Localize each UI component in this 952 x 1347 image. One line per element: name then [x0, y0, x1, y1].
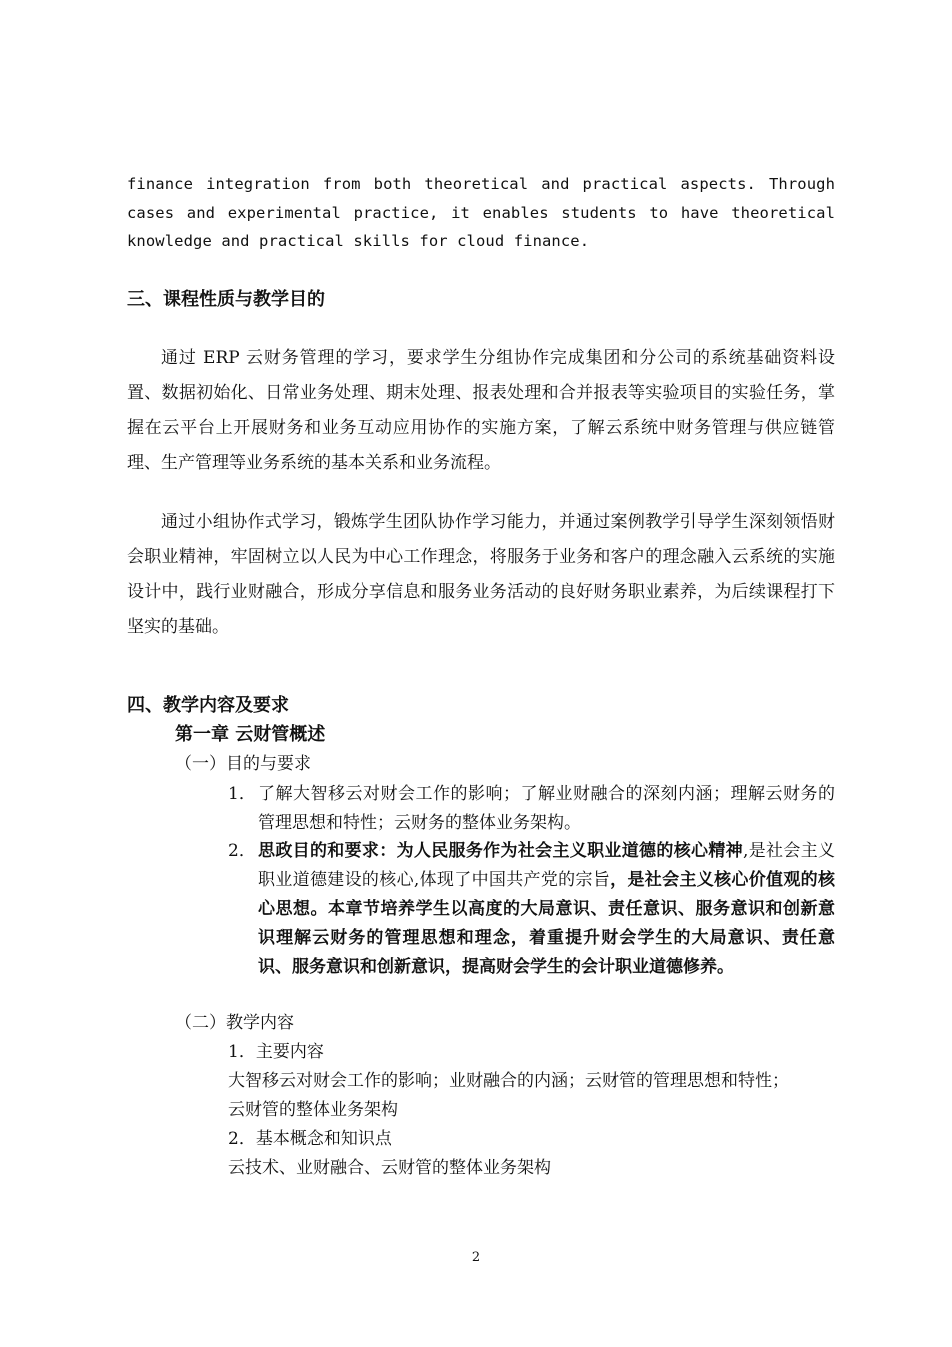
content-concepts-text: 云技术、业财融合、云财管的整体业务架构 [228, 1158, 551, 1178]
content-main-text-1: 大智移云对财会工作的影响；业财融合的内涵；云财管的管理思想和特性； [228, 1071, 789, 1091]
section-heading-4: 四、教学内容及要求 [127, 695, 289, 716]
ideology-text-normal: ,是社会主义职业道德建设的核心,体现了中国共产党的宗旨 [258, 841, 836, 890]
subsection-content: （二）教学内容 [175, 1013, 294, 1033]
paragraph-course-nature: 通过 ERP 云财务管理的学习，要求学生分组协作完成集团和分公司的系统基础资料设置、数据初始化、日常业务处理、期末处理、报表处理和合并报表等实验项目的实验任务，掌握在云平台上开展财务和业务互动应用协作的实施方案，了解云系统中财务管理与供应链管理、生产管理等业务系统的基本关系和业务流程。 [127, 348, 835, 473]
subsection-objectives: （一）目的与要求 [175, 754, 311, 774]
page-number: 2 [471, 1250, 481, 1265]
chapter-title: 第一章 云财管概述 [175, 724, 326, 745]
content-concepts-title: 2．基本概念和知识点 [228, 1129, 392, 1149]
ideology-text-bold: 思政目的和要求：为人民服务作为社会主义职业道德的核心精神 [258, 841, 743, 861]
section-heading-3: 三、课程性质与教学目的 [127, 289, 325, 310]
english-paragraph: finance integration from both theoretical and practical aspects. Through cases and experimental practice, it enables students to have theoretical knowledge and practical skills for cloud finance. [127, 175, 835, 250]
item-text: 了解大智移云对财会工作的影响；了解业财融合的深刻内涵；理解云财务的管理思想和特性；云财务的整体业务架构。 [258, 784, 835, 833]
paragraph-course-goals: 通过小组协作式学习，锻炼学生团队协作学习能力，并通过案例教学引导学生深刻领悟财会职业精神，牢固树立以人民为中心工作理念，将服务于业务和客户的理念融入云系统的实施设计中，践行业财融合，形成分享信息和服务业务活动的良好财务职业素养，为后续课程打下坚实的基础。 [127, 512, 835, 637]
item-number: 1． [228, 784, 256, 804]
item-number: 2． [228, 841, 256, 861]
objective-item-2 [228, 837, 836, 977]
item-text [258, 837, 835, 982]
content-main-text-2: 云财管的整体业务架构 [228, 1100, 398, 1120]
content-main-title: 1．主要内容 [228, 1042, 324, 1062]
ideology-text-bold-2: ，是社会主义核心价值观的核心思想。本章节培养学生以高度的大局意识、责任意识、服务意识和创新意识理解云财务的管理思想和理念，着重提升财会学生的大局意识、责任意识、服务意识和创新意识，提高财会学生的会计职业道德修养。 [258, 870, 836, 977]
objective-item-1 [228, 780, 835, 833]
